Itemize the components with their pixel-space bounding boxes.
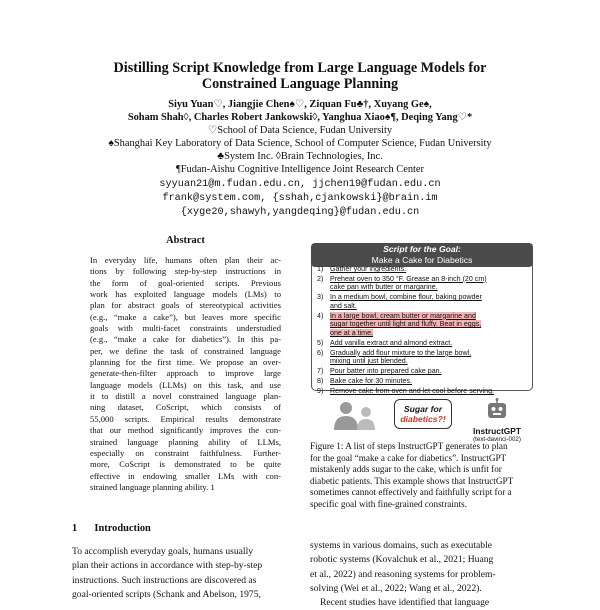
- step-item: 7) Pour batter into prepared cake pan.: [317, 367, 442, 376]
- paper-title-line-1: Distilling Script Knowledge from Large Language Models for: [113, 60, 487, 76]
- step-item: 9) Remove cake from oven and let cool before serving.: [317, 387, 495, 396]
- abstract-line: 55,000 scripts. Empirical results demonstrate: [90, 413, 281, 424]
- paper-title-line-2: Constrained Language Planning: [201, 76, 399, 92]
- figure-caption: [310, 441, 534, 511]
- person-icon: [326, 398, 386, 432]
- abstract-line: especially on constraint faithfulness. Further-: [90, 447, 281, 458]
- section-number: 1: [72, 523, 78, 534]
- abstract-line: strained language planning ability of LLMs,: [90, 436, 281, 447]
- model-badge: [467, 398, 527, 443]
- intro-line: systems in various domains, such as executable: [310, 540, 492, 551]
- intro-left-column: [72, 545, 297, 602]
- authors-line-1: Siyu Yuan♡, Jiangjie Chen♠♡, Ziquan Fu♣†, Xuyang Ge♠,: [168, 99, 432, 110]
- step-item: 2) Preheat oven to 350 °F. Grease an 8-inch (20 cm) cake pan with butter or margarine.: [317, 274, 487, 292]
- caption-line: specific goal with fine-grained constraints.: [310, 498, 467, 509]
- robot-icon: [484, 398, 510, 420]
- step-item: 6) Gradually add flour mixture to the large bowl, mixing until just blended.: [317, 348, 472, 366]
- abstract-line: ning dataset, CoScript, which consists of: [90, 402, 281, 413]
- authors-line-2: Soham Shah◊, Charles Robert Jankowski◊, Yanghua Xiao♠¶, Deqing Yang♡*: [127, 112, 473, 123]
- caption-line: for the goal “make a cake for diabetics”. InstructGPT: [310, 452, 507, 463]
- step-item: 5) Add vanilla extract and almond extract.: [317, 338, 453, 347]
- affiliation-4: ¶Fudan-Aishu Cognitive Intelligence Joint Research Center: [176, 164, 424, 175]
- email-line-3: {xyge20,shawyh,yangdeqing}@fudan.edu.cn: [180, 207, 420, 218]
- intro-line: instructions. Such instructions are discovered as: [72, 574, 257, 586]
- figure-steps: [317, 265, 531, 397]
- figure-header-line-2: Make a Cake for Diabetics: [371, 255, 473, 265]
- abstract-line: tions by following step-by-step instructions in: [90, 266, 281, 277]
- abstract-line: (e.g., “make a cake for diabetics”). In this pa-: [90, 334, 281, 345]
- affiliation-1: ♡School of Data Science, Fudan University: [207, 125, 393, 136]
- abstract-body: [90, 255, 281, 493]
- abstract-line: strained language planning ability. 1: [90, 481, 215, 492]
- abstract-line: In everyday life, humans often plan their ac-: [90, 255, 281, 265]
- intro-right-column: [310, 539, 534, 610]
- abstract-line: planning for the first time. We propose an over-: [90, 357, 281, 368]
- intro-line: robotic systems (Kovalchuk et al., 2021; Huang: [310, 554, 494, 566]
- figure-header: [311, 243, 533, 267]
- step-item-highlighted: 4) In a large bowl, cream butter or margarine and sugar together until light and fluffy. Beat in eggs, one at a time.: [317, 311, 482, 338]
- abstract-line: it to distill a novel constrained language plan-: [90, 391, 281, 402]
- speech-bubble: Sugar for diabetics?!: [394, 399, 452, 429]
- step-item: 3) In a medium bowl, combine flour, baking powder and salt.: [317, 293, 482, 310]
- intro-line: plan their actions in accordance with step-by-step: [72, 560, 263, 572]
- step-item: 8) Bake cake for 30 minutes.: [317, 377, 413, 386]
- caption-line: mistakenly adds sugar to the cake, which is unfit for: [310, 464, 502, 475]
- model-name: InstructGPT: [473, 426, 521, 436]
- caption-line: Figure 1: A list of steps InstructGPT generates to plan: [310, 441, 508, 451]
- abstract-line: language models (LLMs) on this task, and use: [90, 379, 281, 390]
- email-line-1: syyuan21@m.fudan.edu.cn, jjchen19@fudan.edu.cn: [159, 179, 441, 190]
- figure-header-line-1: Script for the Goal:: [383, 244, 461, 254]
- intro-line: et al., 2022) and reasoning systems for problem-: [310, 568, 496, 580]
- section-heading: [72, 523, 151, 534]
- section-title: Introduction: [94, 523, 151, 534]
- intro-line: To accomplish everyday goals, humans usually: [72, 546, 254, 557]
- step-item: 1) Gather your ingredients.: [317, 265, 407, 273]
- caption-line: sometimes cannot effectively and faithfully script for a: [310, 487, 512, 498]
- abstract-line: the form of goal-oriented scripts. Previous: [90, 277, 281, 288]
- abstract-heading: Abstract: [166, 235, 205, 246]
- intro-line: solving (Wei et al., 2022; Wang et al., 2022).: [310, 582, 482, 594]
- abstract-line: effective in endowing smaller LMs with con-: [90, 470, 281, 481]
- abstract-line: goals with multi-facet constraints understudied: [90, 323, 281, 334]
- abstract-line: per, we define the task of constrained language: [90, 345, 281, 356]
- abstract-line: work has exploited language models (LMs) to: [90, 289, 281, 300]
- affiliation-3: ♣System Inc. ◊Brain Technologies, Inc.: [217, 151, 383, 162]
- email-line-2: frank@system.com, {sshah,cjankowski}@brain.im: [162, 193, 438, 204]
- model-subtitle: (text-davinci-002): [473, 436, 521, 443]
- abstract-line: generate-then-filter approach to improve large: [90, 368, 281, 379]
- abstract-line: that our method significantly improves the con-: [90, 425, 281, 436]
- abstract-line: plan for abstract goals of stereotypical activities: [90, 300, 281, 311]
- caption-line: diabetic patients. This example shows that InstructGPT: [310, 475, 514, 486]
- abstract-line: (e.g., “make a cake”), but leaves more specific: [90, 311, 281, 322]
- affiliation-2: ♠Shanghai Key Laboratory of Data Science, School of Computer Science, Fudan University: [108, 138, 492, 149]
- intro-line: goal-oriented scripts (Schank and Abelson, 1975,: [72, 588, 261, 600]
- intro-line: Recent studies have identified that language: [320, 597, 490, 609]
- abstract-line: more, CoScript is demonstrated to be quite: [90, 459, 281, 470]
